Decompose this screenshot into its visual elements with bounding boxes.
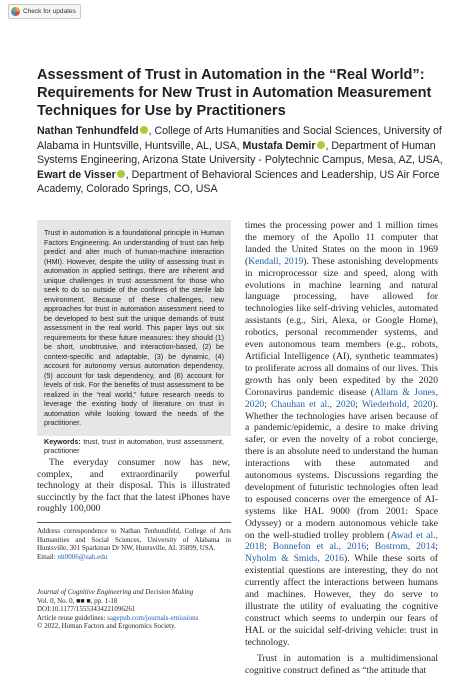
right-column bbox=[245, 220, 438, 676]
text-run: times the processing power and 1 million times the memory of the Apollo 11 computer that landed the United States on the moon in 1969 ( bbox=[245, 220, 438, 267]
text-run: ; bbox=[366, 541, 375, 553]
citation-link[interactable]: Bonnefon et al., 2016 bbox=[272, 541, 367, 553]
body-paragraph-1 bbox=[245, 220, 438, 649]
author-name-2: Mustafa Demir bbox=[242, 139, 316, 152]
author-name-3: Ewart de Visser bbox=[37, 168, 116, 181]
footnote-divider bbox=[37, 522, 231, 523]
keywords-label: Keywords: bbox=[44, 436, 81, 446]
crossmark-icon bbox=[11, 7, 20, 16]
keywords-text: trust, trust in automation, trust assessment, practitioner bbox=[44, 436, 224, 455]
email-link[interactable]: nlt0006@uah.edu bbox=[57, 553, 108, 562]
journal-info bbox=[37, 588, 237, 631]
abstract-box bbox=[37, 220, 231, 455]
correspondence-note bbox=[37, 527, 231, 562]
text-run: ). Whether the technologies have arisen because of a pandemic/epidemic, a desire to make driving safer, or even the novelty of a robot concierge, there is an absolute need to understand the human interactions with these automated and autonomous systems. Discussions regarding the development of futuristic technologies often lead to espoused concerns over the emergence of AI-systems like HAL 9000 (from 2001: Space Odyssey) or a modern autonomous vehicle take on the well-studied trolley problem ( bbox=[245, 398, 438, 541]
journal-doi: DOI:10.1177/15553434221096261 bbox=[37, 605, 136, 614]
email-prefix: Email: bbox=[37, 553, 58, 562]
journal-volume: Vol. 0, No. 0, ■■ ■, pp. 1-18 bbox=[37, 596, 118, 605]
orcid-icon[interactable] bbox=[317, 141, 325, 149]
correspondence-address: Address correspondence to Nathan Tenhundfeld, College of Arts Humanities and Social Sciences, University of Alabama in Huntsville, 301 Sparkman Dr NW, Huntsville, AL 35899, USA. bbox=[37, 527, 231, 553]
check-for-updates-label: Check for updates bbox=[23, 8, 76, 15]
author-affiliation-2: , Department of Human Systems Engineering, Arizona State University - Polytechnic Campus, Mesa, AZ, USA, bbox=[37, 139, 443, 167]
citation-link[interactable]: Chauhan et al., 2020 bbox=[270, 398, 356, 410]
journal-copyright: © 2022, Human Factors and Ergonomics Society. bbox=[37, 622, 176, 631]
reuse-label: Article reuse guidelines: bbox=[37, 613, 108, 622]
orcid-icon[interactable] bbox=[140, 126, 148, 134]
text-run: ; bbox=[264, 541, 273, 553]
journal-name: Journal of Cognitive Engineering and Decision Making bbox=[37, 588, 194, 596]
orcid-icon[interactable] bbox=[117, 170, 125, 178]
text-run: ; bbox=[435, 541, 438, 553]
text-run: ; bbox=[355, 398, 362, 410]
citation-link[interactable]: Nyholm & Smids, 2016 bbox=[245, 553, 344, 565]
citation-link[interactable]: Kendall, 2019 bbox=[248, 255, 304, 267]
author-list bbox=[37, 124, 447, 197]
intro-paragraph: The everyday consumer now has new, complex, and extraordinarily powerful technology at their disposal. This is illustrated succinctly by the fact that the latest iPhones have roughly 100,000 bbox=[37, 457, 230, 515]
author-name-1: Nathan Tenhundfeld bbox=[37, 125, 139, 137]
text-run: ). While these sorts of existential questions are interesting, they do not currently affect the interactions between humans and machines. However, they do serve to illustrate the utility of evaluating the cognitive construct which seems to underpin our fears of HAL or the suicidal self-driving vehicle: trust in technology. bbox=[245, 553, 438, 648]
citation-link[interactable]: Allam & Jones, 2020 bbox=[245, 386, 438, 410]
text-run: ). These astonishing developments in microprocessor size and speed, along with evolutions in machine learning and natural language processing, have allowed for technologies like self-driving vehicles, automated assistants (e.g., Siri, Alexa, or Google Home), robotics, personal recommender systems, and even autonomous team members (e.g., robots, Artificial Intelligence (AI), synthetic teammates) to proliferate across all domains of our lives. This growth has only been expedited by the 2020 Coronavirus pandemic disease ( bbox=[245, 255, 439, 398]
keywords-line bbox=[44, 437, 224, 456]
text-run: ; bbox=[264, 398, 271, 410]
citation-link[interactable]: Wiederhold, 2020 bbox=[361, 398, 433, 410]
citation-link[interactable]: Bostrom, 2014 bbox=[374, 541, 436, 553]
check-for-updates-badge[interactable] bbox=[8, 4, 81, 19]
author-affiliation-1: , College of Arts Humanities and Social Sciences, University of Alabama in Huntsville, Huntsville, AL, USA, bbox=[37, 125, 442, 152]
abstract-text: Trust in automation is a foundational principle in Human Factors Engineering. An understanding of trust can help predict and alter much of human-machine interaction (HMI). However, despite the utility of assessing trust in automation in applied settings, there are inherent and unique challenges in trust assessment for those who seek to do so outside of the confines of the sterile lab environment. Because of these challenges, new approaches for trust in automation assessment need to be developed to best suit the unique demands of trust assessment in the real world. This paper lays out six requirements for these future measures: they should (1) be short, unobtrusive, and interaction-based, (2) be context-specific and adaptable, (3) be dynamic, (4) account for autonomy versus automation dependency, (5) account for task dependency, and (6) account for levels of risk. For the benefits of trust assessment to be realized in the “real world,” future research needs to leverage the existing body of literature on trust in automation while looking toward the needs of the practitioner. bbox=[44, 228, 224, 427]
author-affiliation-3: , Department of Behavioral Sciences and Leadership, US Air Force Academy, Colorado Springs, CO, USA bbox=[37, 168, 440, 196]
body-paragraph-2: Trust in automation is a multidimensional cognitive construct defined as “the attitude that bbox=[245, 652, 438, 676]
paper-title: Assessment of Trust in Automation in the “Real World”: Requirements for New Trust in Automation Measurement Techniques for Use by Practitioners bbox=[37, 67, 432, 119]
citation-link[interactable]: Awad et al., 2018 bbox=[245, 529, 438, 553]
reuse-link[interactable]: sagepub.com/journals-emissions bbox=[107, 613, 199, 622]
